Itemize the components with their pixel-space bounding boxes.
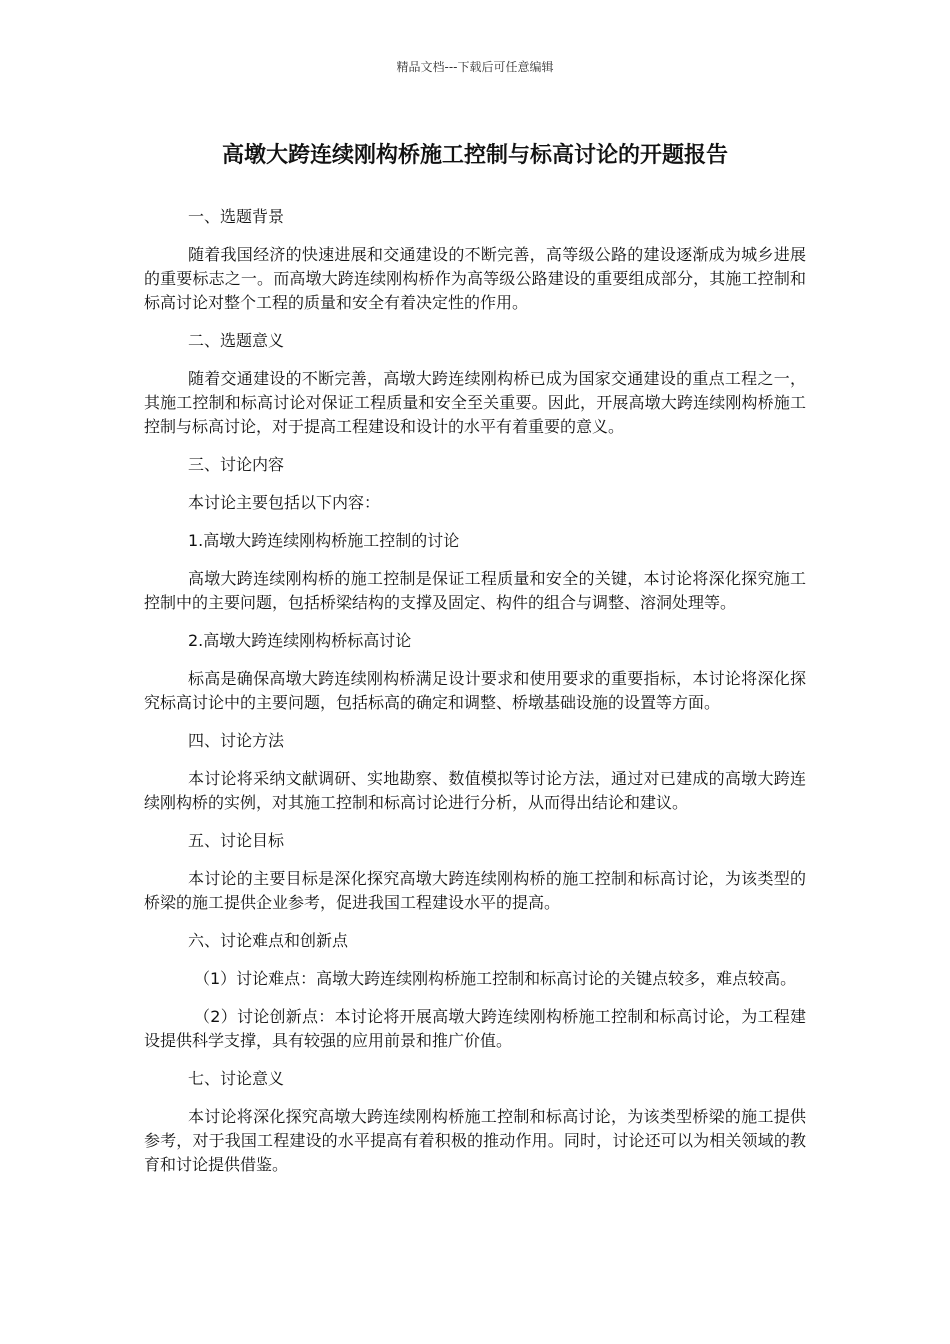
section-heading-methods: 四、讨论方法 <box>188 731 285 750</box>
paragraph-elevation: 标高是确保高墩大跨连续刚构桥满足设计要求和使用要求的重要指标，本讨论将深化探究标高讨论中的主要问题，包括标高的确定和调整、桥墩基础设施的设置等方面。 <box>144 669 806 712</box>
section-heading-difficulties: 六、讨论难点和创新点 <box>188 931 349 950</box>
paragraph-significance: 随着交通建设的不断完善，高墩大跨连续刚构桥已成为国家交通建设的重点工程之一，其施工控制和标高讨论对保证工程质量和安全至关重要。因此，开展高墩大跨连续刚构桥施工控制与标高讨论，对于提高工程建设和设计的水平有着重要的意义。 <box>144 369 806 436</box>
paragraph-goals: 本讨论的主要目标是深化探究高墩大跨连续刚构桥的施工控制和标高讨论，为该类型的桥梁的施工提供企业参考，促进我国工程建设水平的提高。 <box>144 869 806 912</box>
paragraph-background: 随着我国经济的快速进展和交通建设的不断完善，高等级公路的建设逐渐成为城乡进展的重要标志之一。而高墩大跨连续刚构桥作为高等级公路建设的重要组成部分，其施工控制和标高讨论对整个工程的质量和安全有着决定性的作用。 <box>144 245 806 312</box>
section-heading-content: 三、讨论内容 <box>188 455 285 474</box>
section-heading-meaning: 七、讨论意义 <box>188 1069 285 1088</box>
paragraph-construction-control: 高墩大跨连续刚构桥的施工控制是保证工程质量和安全的关键，本讨论将深化探究施工控制中的主要问题，包括桥梁结构的支撑及固定、构件的组合与调整、溶洞处理等。 <box>144 569 806 612</box>
content-intro: 本讨论主要包括以下内容： <box>188 493 381 512</box>
document-title: 高墩大跨连续刚构桥施工控制与标高讨论的开题报告 <box>221 143 728 168</box>
section-heading-background: 一、选题背景 <box>188 207 285 226</box>
paragraph-methods: 本讨论将采纳文献调研、实地勘察、数值模拟等讨论方法，通过对已建成的高墩大跨连续刚构桥的实例，对其施工控制和标高讨论进行分析，从而得出结论和建议。 <box>144 769 806 812</box>
subheading-elevation: 2.高墩大跨连续刚构桥标高讨论 <box>188 631 412 650</box>
header-note: 精品文档---下载后可任意编辑 <box>396 60 554 74</box>
paragraph-innovation: （2）讨论创新点：本讨论将开展高墩大跨连续刚构桥施工控制和标高讨论，为工程建设提供科学支撑，具有较强的应用前景和推广价值。 <box>144 1007 806 1050</box>
subheading-construction-control: 1.高墩大跨连续刚构桥施工控制的讨论 <box>188 531 460 550</box>
paragraph-difficulty: （1）讨论难点：高墩大跨连续刚构桥施工控制和标高讨论的关键点较多，难点较高。 <box>194 969 797 988</box>
section-heading-significance: 二、选题意义 <box>188 331 285 350</box>
document-body <box>144 205 806 1191</box>
section-heading-goals: 五、讨论目标 <box>188 831 285 850</box>
paragraph-meaning: 本讨论将深化探究高墩大跨连续刚构桥施工控制和标高讨论，为该类型桥梁的施工提供参考，对于我国工程建设的水平提高有着积极的推动作用。同时，讨论还可以为相关领域的教育和讨论提供借鉴。 <box>144 1107 806 1174</box>
